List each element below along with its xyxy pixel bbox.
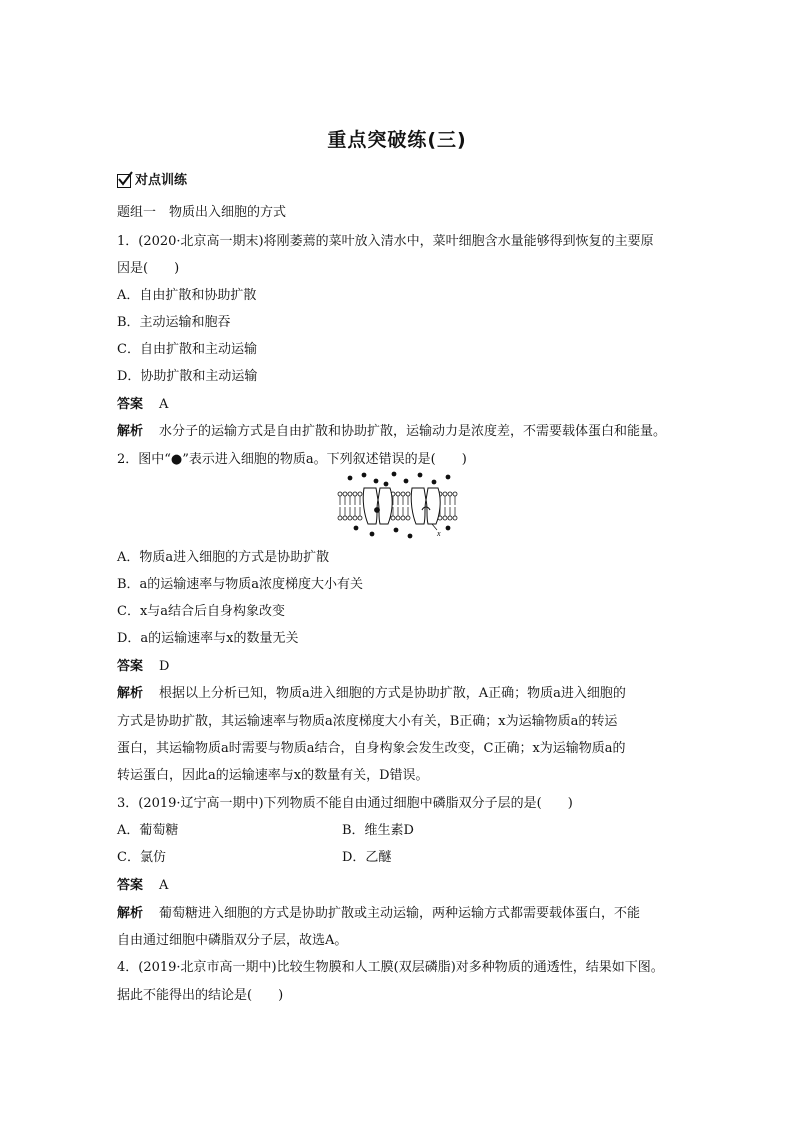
q1-analysis [117, 423, 687, 441]
analysis-text: 葡萄糖进入细胞的方式是协助扩散或主动运输，两种运输方式都需要载体蛋白，不能 [159, 906, 641, 921]
section-header [117, 172, 687, 190]
q2-option-c: C．x与a结合后自身构象改变 [117, 604, 286, 619]
carrier-protein-2 [411, 488, 440, 524]
answer-value: A [159, 397, 169, 412]
q2-analysis-line2: 方式是协助扩散，其运输速率与物质a浓度梯度大小有关，B正确；x为运输物质a的转运 [117, 714, 618, 729]
analysis-label: 解析 [117, 424, 144, 439]
q2-stem: 2．图中“●”表示进入细胞的物质a。下列叙述错误的是( ) [117, 452, 467, 467]
q2-analysis-line1 [117, 685, 687, 703]
analysis-text: 水分子的运输方式是自由扩散和协助扩散，运输动力是浓度差，不需要载体蛋白和能量。 [159, 424, 667, 439]
section-label: 对点训练 [135, 173, 188, 188]
lipid-heads-bottom [338, 516, 457, 520]
q3-stem: 3．(2019·辽宁高一期中)下列物质不能自由通过细胞中磷脂双分子层的是( ) [117, 796, 573, 811]
q1-option-d: D．协助扩散和主动运输 [117, 369, 258, 384]
q1-stem-line2: 因是( ) [117, 261, 180, 276]
answer-value: A [159, 878, 169, 893]
molecules-outside [348, 472, 451, 487]
page-title: 重点突破练(三) [327, 129, 467, 151]
membrane-diagram [336, 470, 461, 540]
q2-option-a: A．物质a进入细胞的方式是协助扩散 [117, 550, 330, 565]
q2-option-d: D．a的运输速率与x的数量无关 [117, 631, 299, 646]
membrane-transport-figure [336, 470, 461, 540]
q2-option-b: B．a的运输速率与物质a浓度梯度大小有关 [117, 577, 364, 592]
q3-analysis-line1 [117, 905, 687, 923]
q3-option-a: A．葡萄糖 [117, 823, 179, 838]
q4-stem-line2: 据此不能得出的结论是( ) [117, 988, 284, 1003]
q1-answer [117, 396, 687, 414]
q3-option-c: C．氯仿 [117, 850, 166, 865]
q3-option-d: D．乙醚 [342, 850, 392, 865]
q2-analysis-line3: 蛋白，其运输物质a时需要与物质a结合，自身构象会发生改变，C正确；x为运输物质a的 [117, 741, 626, 756]
analysis-text: 根据以上分析已知，物质a进入细胞的方式是协助扩散，A正确；物质a进入细胞的 [159, 686, 626, 701]
q1-option-a: A．自由扩散和协助扩散 [117, 288, 257, 303]
analysis-label: 解析 [117, 906, 144, 921]
q1-option-b: B．主动运输和胞吞 [117, 315, 231, 330]
q3-options-row2 [117, 849, 687, 867]
q3-answer [117, 877, 687, 895]
molecules-inside [354, 526, 451, 539]
q3-analysis-line2: 自由通过细胞中磷脂双分子层，故选A。 [117, 933, 348, 948]
q1-stem-line1: 1．(2020·北京高一期末)将刚萎蔫的菜叶放入清水中，菜叶细胞含水量能够得到恢复的主要原 [117, 234, 654, 249]
q2-analysis-line4: 转运蛋白，因此a的运输速率与x的数量有关，D错误。 [117, 768, 429, 783]
q3-option-b: B．维生素D [342, 823, 414, 838]
q3-options-row1 [117, 822, 687, 840]
carrier-protein-1 [363, 488, 392, 524]
answer-label: 答案 [117, 397, 144, 412]
answer-label: 答案 [117, 659, 144, 674]
answer-value: D [159, 659, 170, 674]
analysis-label: 解析 [117, 686, 144, 701]
checkbox-checked-icon [117, 174, 131, 188]
q4-stem-line1: 4．(2019·北京市高一期中)比较生物膜和人工膜(双层磷脂)对多种物质的通透性，结果如下图。 [117, 960, 664, 975]
q2-answer [117, 658, 687, 676]
q1-option-c: C．自由扩散和主动运输 [117, 342, 257, 357]
group-title: 题组一 物质出入细胞的方式 [117, 205, 287, 220]
label-x: x [437, 529, 441, 538]
answer-label: 答案 [117, 878, 144, 893]
